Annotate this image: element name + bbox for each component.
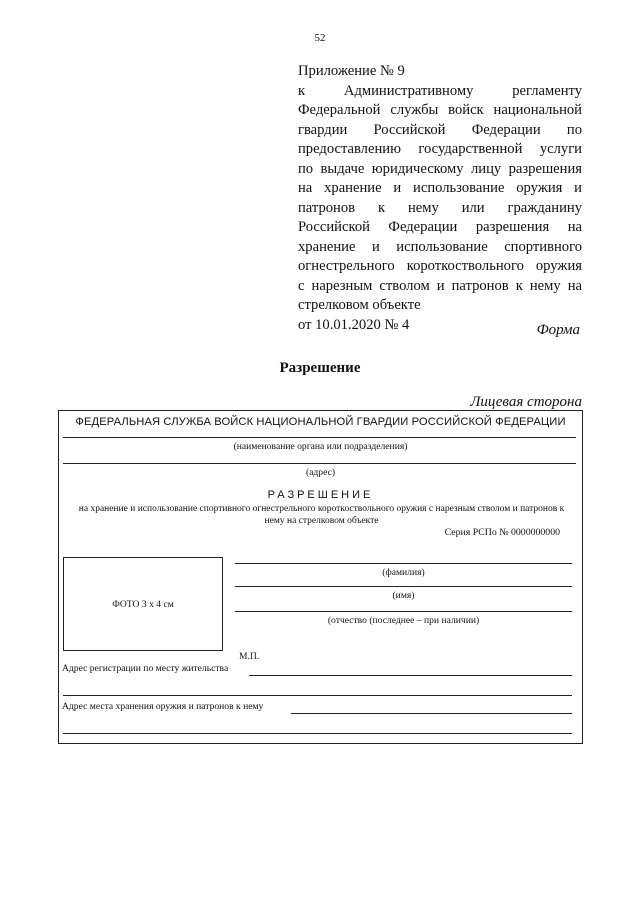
side-label: Лицевая сторона (470, 394, 582, 410)
appendix-block (298, 62, 582, 335)
photo-placeholder (63, 557, 223, 651)
photo-label: ФОТО 3 х 4 см (112, 598, 174, 610)
name-caption: (имя) (392, 590, 415, 601)
series-number: Серия РСПо № 0000000000 (444, 527, 560, 538)
permit-description: на хранение и использование спортивного огнестрельного короткоствольного оружия с нарезным стволом и патронов к нему на стрелковом объекте (78, 504, 565, 526)
org-name-caption: (наименование органа или подразделения) (233, 441, 408, 452)
appendix-line: хранение и использование спортивного (298, 238, 582, 255)
appendix-line: Российской Федерации разрешения на (298, 219, 582, 235)
patronymic-caption: (отчество (последнее – при наличии) (327, 615, 480, 626)
storage-address-line-2 (63, 733, 572, 734)
page-number: 52 (314, 32, 326, 44)
appendix-line: огнестрельного короткоствольного оружия (298, 258, 582, 274)
appendix-line: предоставлению государственной услуги (298, 141, 582, 157)
surname-caption: (фамилия) (382, 567, 425, 578)
form-header: ФЕДЕРАЛЬНАЯ СЛУЖБА ВОЙСК НАЦИОНАЛЬНОЙ ГВАРДИИ РОССИЙСКОЙ ФЕДЕРАЦИИ (75, 416, 566, 428)
permit-title: РАЗРЕШЕНИЕ (267, 489, 374, 501)
address-line (63, 463, 576, 464)
appendix-line: гвардии Российской Федерации по (298, 121, 582, 138)
address-caption: (адрес) (305, 467, 336, 478)
patronymic-line (235, 611, 572, 612)
stamp-place: М.П. (239, 651, 260, 662)
storage-address-line (291, 713, 572, 714)
forma-label: Форма (536, 322, 580, 338)
appendix-line: Федеральной службы войск национальной (298, 102, 582, 118)
appendix-line: патронов к нему или гражданину (298, 199, 582, 216)
document-title: Разрешение (279, 360, 361, 376)
registration-address-line (249, 675, 572, 676)
storage-address-label: Адрес места хранения оружия и патронов к нему (62, 701, 264, 712)
permit-form (58, 410, 583, 744)
name-line (235, 586, 572, 587)
appendix-line: по выдаче юридическому лицу разрешения (298, 160, 582, 177)
appendix-line: к Административному регламенту (298, 82, 582, 99)
appendix-line: на хранение и использование оружия и (298, 180, 582, 196)
registration-address-label: Адрес регистрации по месту жительства (62, 663, 229, 674)
appendix-line: с нарезным стволом и патронов к нему на (298, 277, 582, 294)
org-name-line (63, 437, 576, 438)
appendix-line: стрелковом объекте (298, 297, 421, 313)
appendix-date-line: от 10.01.2020 № 4 (298, 316, 410, 333)
surname-line (235, 563, 572, 564)
registration-address-line-2 (63, 695, 572, 696)
appendix-line: Приложение № 9 (298, 63, 405, 79)
